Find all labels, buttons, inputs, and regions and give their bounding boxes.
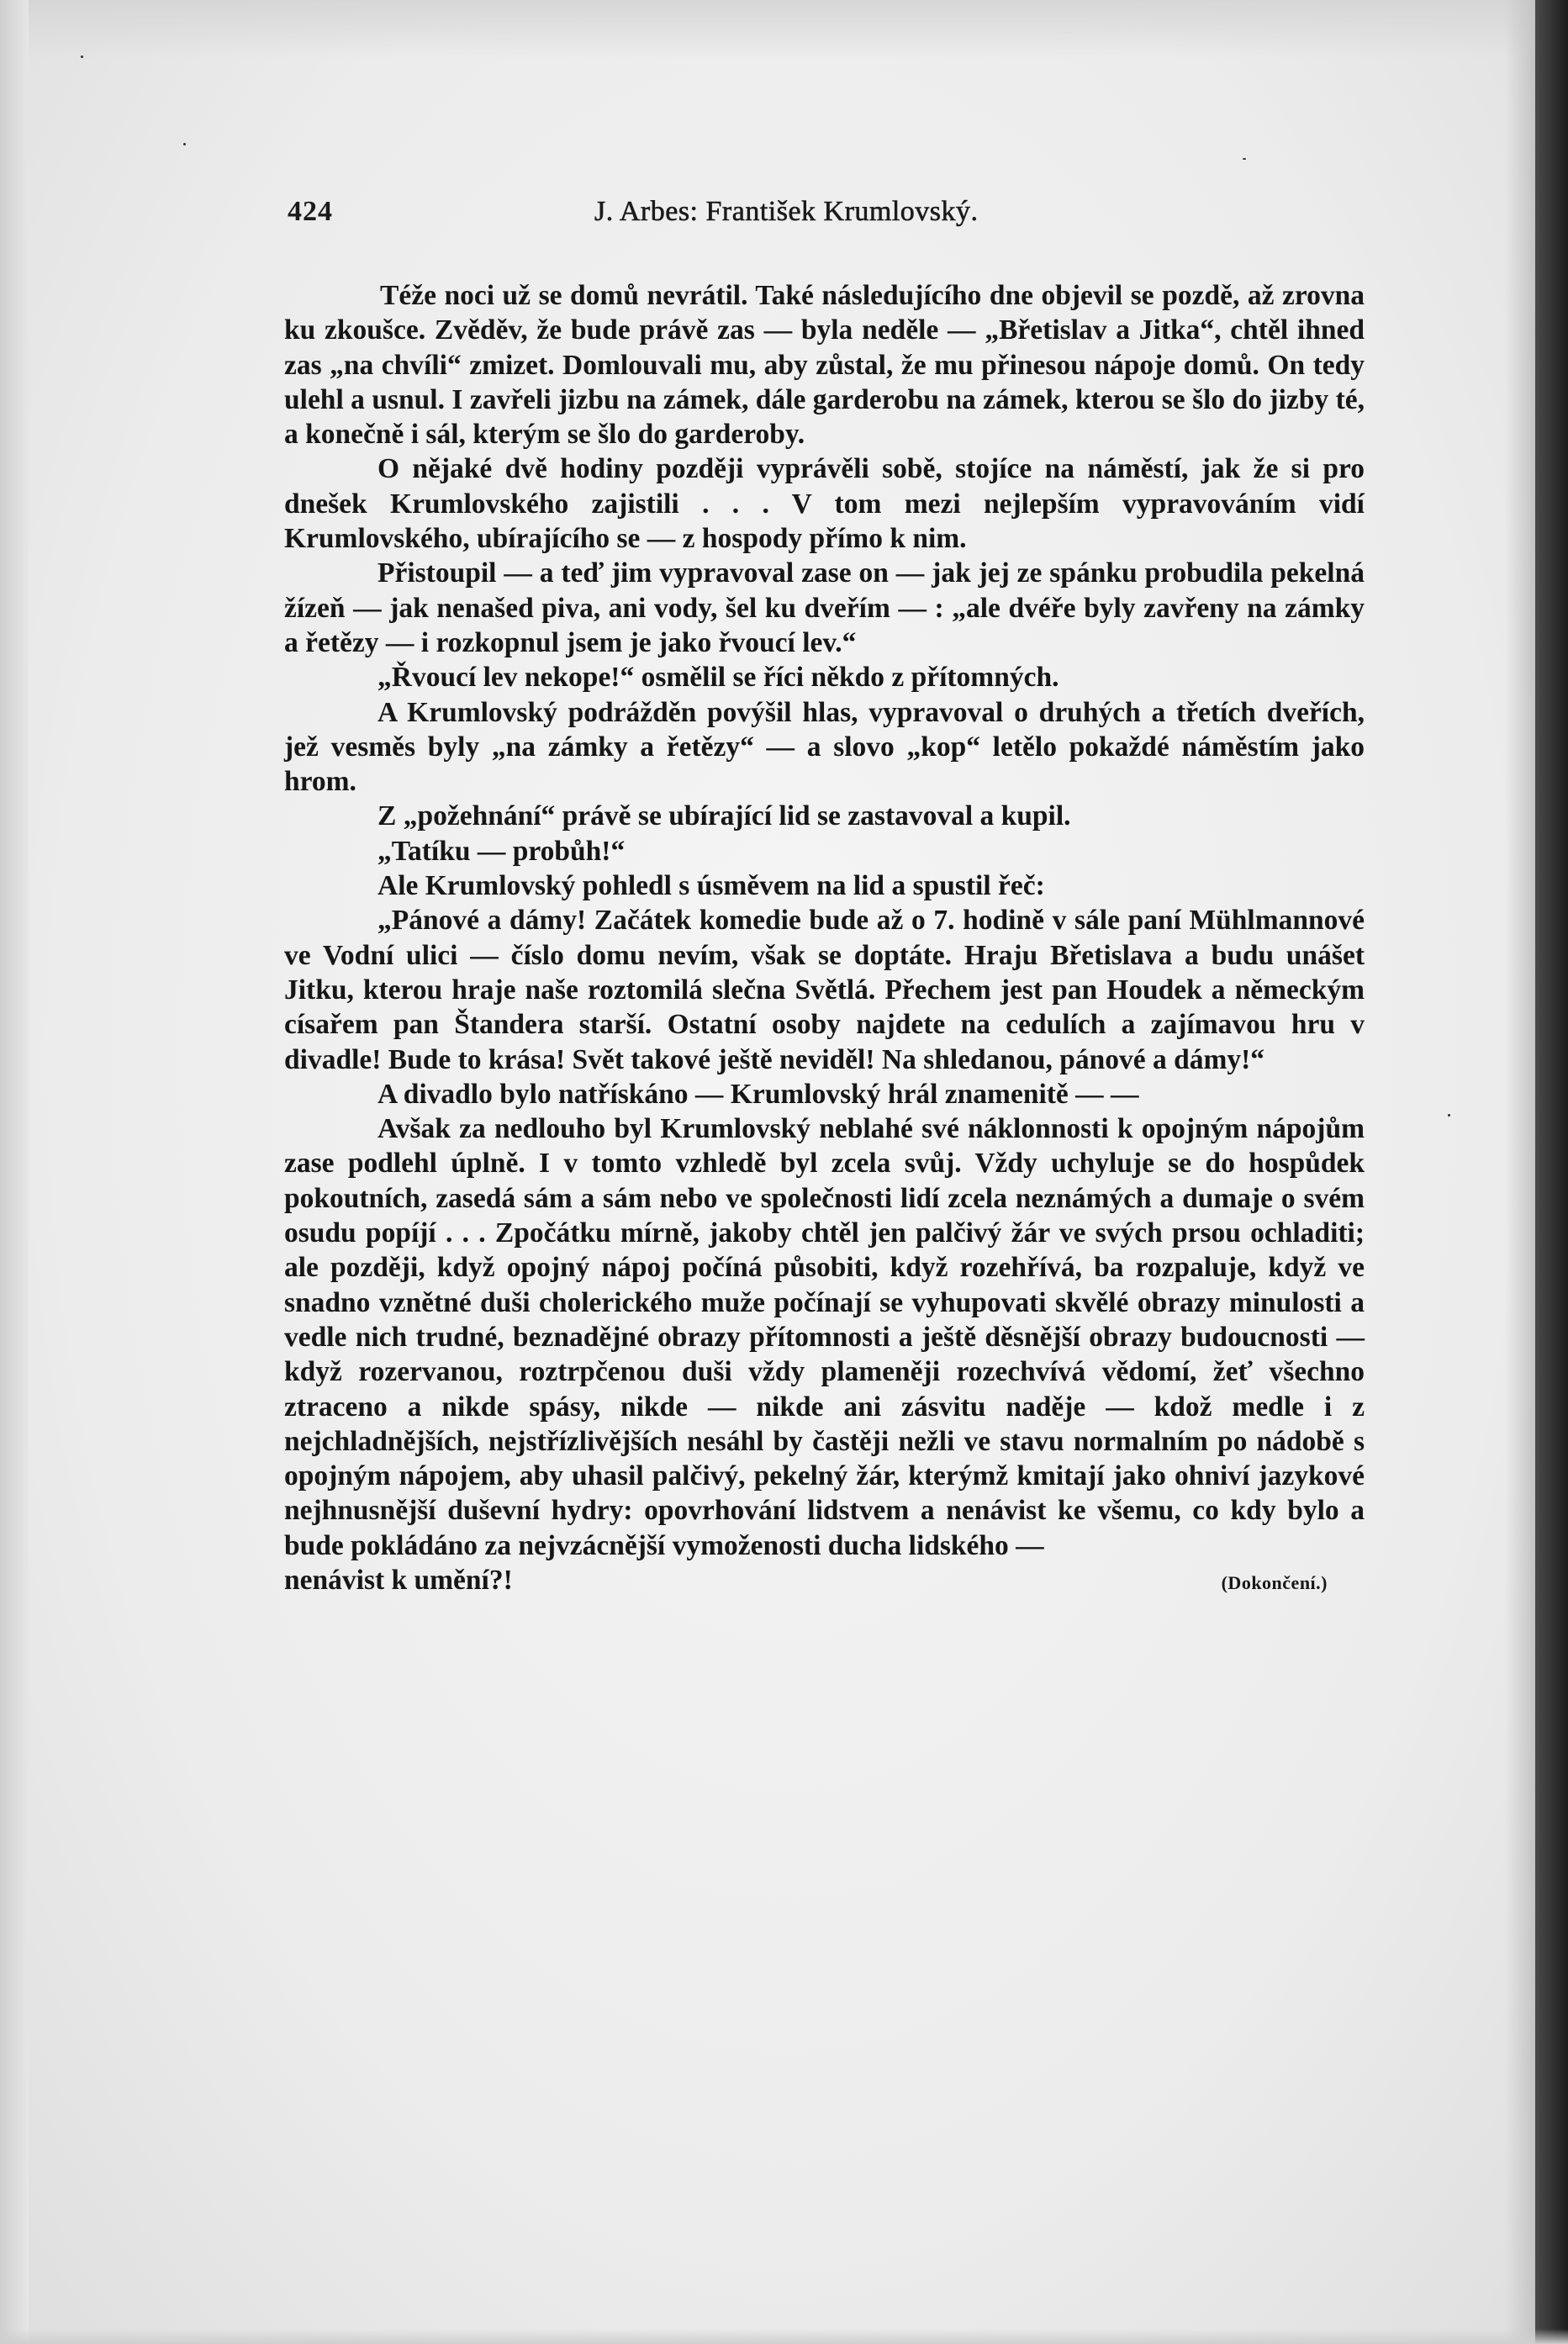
paragraph: Avšak za nedlouho byl Krumlovský neblahé své náklonnosti k opojným nápojům zase podlehl úplně. I v tomto vzhledě byl zcela svůj. Vždy uchyluje se do hospůdek pokoutních, zasedá sám a sám nebo ve společnosti lidí zcela neznámých a dumaje o svém osudu popíjí . . . Zpočátku mírně, jakoby chtěl jen palčivý žár ve svých prsou ochladiti; ale později, když opojný nápoj počíná působiti, když rozehřívá, ba rozpaluje, když ve snadno vznětné duši cholerického muže počínají se vyhupovati skvělé obrazy minulosti a vedle nich trudné, beznadějné obrazy přítomnosti a ještě děsnější obrazy budoucnosti — když rozervanou, roztrpčenou duši vždy plameněji rozechvívá vědomí, žeť všechno ztraceno a nikde spásy, nikde — nikde ani zásvitu naděje — kdož medle i z nejchladnějších, nejstřízlivějších nesáhl by častěji nežli ve stavu normalním po nádobě s opojným nápojem, aby uhasil palčivý, pekelný žár, kterýmž kmitají jako ohniví jazykové nejhnusnější duševní hydry: opovrhování lidstvem a nenávist ke všemu, co kdy bylo a bude pokládáno za nejvzácnější vymoženosti ducha lidského —: [284, 1113, 1365, 1561]
page-number: 424: [288, 196, 333, 227]
paragraph: O nějaké dvě hodiny později vyprávěli sobě, stojíce na náměstí, jak že si pro dnešek Krumlovského zajistili . . . V tom mezi nejlepším vypravováním vidí Krumlovského, ubírajícího se — z hospody přímo k nim.: [284, 453, 1365, 555]
page-bottom-edge: [0, 2329, 1568, 2344]
paragraph: „Pánové a dámy! Začátek komedie bude až o 7. hodině v sále paní Mühlmannové ve Vodní ulici — číslo domu nevím, však se doptáte. Hraju Břetislava a budu unášet Jitku, kterou hraje naše roztomilá slečna Světlá. Přechem jest pan Houdek a německým císařem pan Štandera starší. Ostatní osoby najdete na cedulích a zajímavou hru v divadle! Bude to krása! Svět takové ještě neviděl! Na shledanou, pánové a dámy!“: [284, 905, 1365, 1075]
paragraph: A divadlo bylo natřískáno — Krumlovský hrál znamenitě — —: [377, 1078, 1139, 1110]
body-text: [284, 278, 1365, 1600]
page-right-edge: [1535, 0, 1568, 2344]
paragraph: Z „požehnání“ právě se ubírající lid se zastavoval a kupil.: [377, 800, 1071, 832]
final-line: nenávist k umění?!: [284, 1564, 513, 1596]
closing-line: [284, 1563, 1365, 1600]
running-title: J. Arbes: František Krumlovský.: [594, 196, 979, 227]
paragraph: A Krumlovský podrážděn povýšil hlas, vypravoval o druhých a třetích dveřích, jež vesměs byly „na zámky a řetězy“ — a slovo „kop“ letělo pokaždé náměstím jako hrom.: [284, 696, 1365, 798]
paragraph: Téže noci už se domů nevrátil. Také následujícího dne objevil se pozdě, až zrovna ku zkoušce. Zvěděv, že bude právě zas — byla neděle — „Břetislav a Jitka“, chtěl ihned zas „na chvíli“ zmizet. Domlouvali mu, aby zůstal, že mu přinesou nápoje domů. On tedy ulehl a usnul. I zavřeli jizbu na zámek, dále garderobu na zámek, kterou se šlo do jizby té, a konečně i sál, kterým se šlo do garderoby.: [284, 280, 1365, 451]
paragraph: „Řvoucí lev nekope!“ osmělil se říci někdo z přítomných.: [377, 662, 1059, 694]
paragraph: Ale Krumlovský pohledl s úsměvem na lid a spustil řeč:: [377, 870, 1045, 902]
page-top-shadow: [0, 0, 1568, 59]
page-left-edge: [0, 0, 29, 2344]
closing-note: (Dokončení.): [1221, 1571, 1328, 1593]
paragraph: „Tatíku — probůh!“: [377, 835, 626, 867]
running-header: [288, 196, 1364, 238]
binding-shadow: [1505, 0, 1535, 2344]
paragraph: Přistoupil — a teď jim vypravoval zase on — jak jej ze spánku probudila pekelná žízeň — jak nenašed piva, ani vody, šel ku dveřím — : „ale dvéře byly zavřeny na zámky a řetězy — i rozkopnul jsem je jako řvoucí lev.“: [284, 557, 1365, 658]
